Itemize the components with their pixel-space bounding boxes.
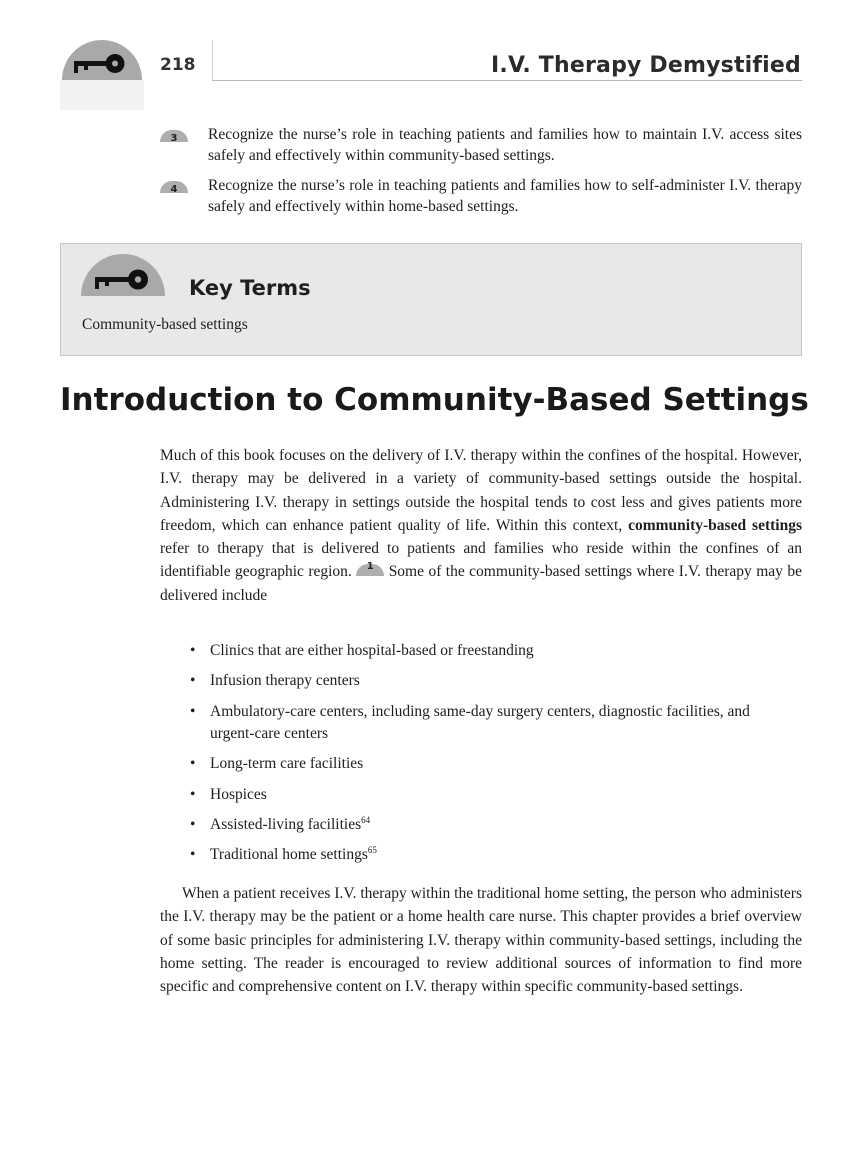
key-term-highlight: community-based settings [628,516,802,534]
section-heading: Introduction to Community-Based Settings [60,382,809,418]
bullet-icon: • [190,785,196,803]
paragraph-text: refer to therapy that is delivered to patients and families who reside within the confines of an identifiable geographic region. [160,540,802,581]
list-item: • Clinics that are either hospital-based or freestanding [188,640,798,663]
list-item: • Long-term care facilities [188,753,798,776]
objective-text: Recognize the nurse’s role in teaching patients and families how to maintain I.V. access sites safely and effectively within community-based settings. [208,126,802,164]
bullet-icon: • [190,672,196,690]
body-paragraph [160,444,802,607]
paragraph-text: Much of this book focuses on the delivery of I.V. therapy within the confines of the hospital. However, I.V. therapy may be delivered in a variety of community-based settings outside the hospital. Administering I.V. therapy in settings outside the hospital tends to cost less and gives patients more freedom, which can enhance patient quality of life. Within this context, [160,447,802,534]
page-number: 218 [160,55,196,75]
key-icon [60,40,144,80]
list-item: • Hospices [188,784,798,807]
list-item: • Ambulatory-care centers, including same-day surgery centers, diagnostic facilities, and urgent-care centers [190,702,750,743]
objective-item [160,175,802,217]
footnote-ref: 65 [367,845,377,856]
bullet-icon: • [190,702,196,720]
header-divider [212,40,213,80]
paragraph-text: Some of the community-based settings where I.V. therapy may be delivered include [160,563,803,604]
body-paragraph: When a patient receives I.V. therapy within the traditional home setting, the person who administers the I.V. therapy may be the patient or a home health care nurse. This chapter provides a brief overview of some basic principles for administering I.V. therapy within community-based settings, including the home setting. The reader is encouraged to review additional sources of information to find more specific and comprehensive content on I.V. therapy within specific community-based settings. [160,885,802,996]
bullet-icon: • [190,755,196,773]
key-icon [79,254,167,296]
objective-number-icon: 3 [160,130,188,142]
learning-objectives [160,124,802,226]
list-item: • Traditional home settings$^{65}$ [188,844,798,867]
objective-marker [160,175,208,197]
key-term: Community-based settings [82,316,248,333]
list-item: • Infusion therapy centers [188,670,798,693]
bullet-icon: • [190,815,196,833]
objective-number-icon: 1 [356,564,384,576]
key-terms-box [60,243,802,356]
objective-item [160,124,802,166]
objective-marker [160,124,208,146]
bullet-icon: • [190,846,196,864]
key-terms-title: Key Terms [189,276,311,300]
header-rule [212,80,802,81]
bullet-icon: • [190,642,196,659]
footnote-ref: 64 [361,814,371,825]
list-item: • Assisted-living facilities$^{64}$ [188,814,798,837]
settings-list [188,640,798,875]
book-title: I.V. Therapy Demystified [491,53,801,78]
objective-number-icon: 4 [160,181,188,193]
header-tab-shade [60,80,144,110]
objective-text: Recognize the nurse’s role in teaching patients and families how to self-administer I.V. therapy safely and effectively within home-based settings. [208,177,802,215]
